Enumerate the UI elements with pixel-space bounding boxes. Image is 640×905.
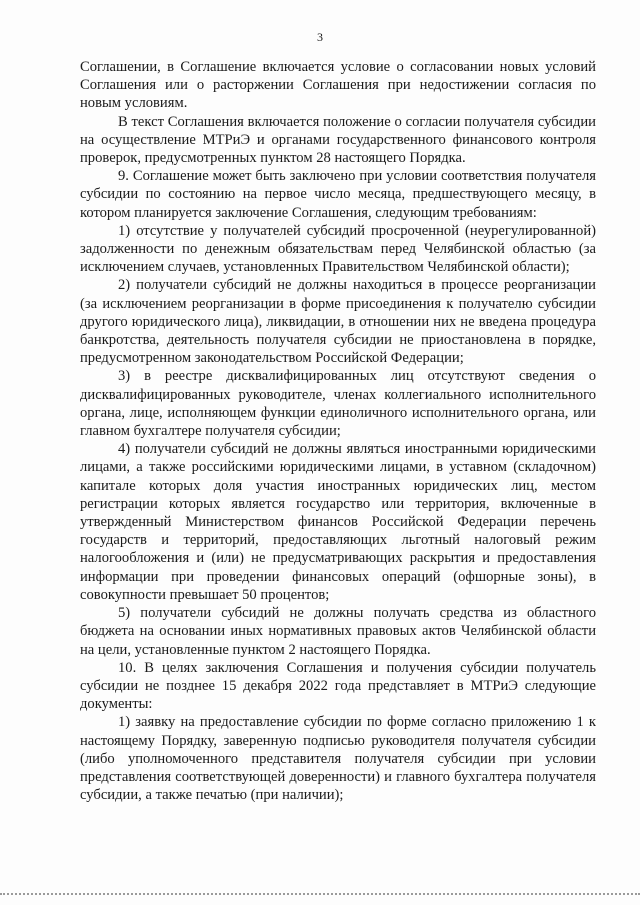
paragraph-item-9: 9. Соглашение может быть заключено при условии соответствия получателя субсидии по состоянию на первое число месяца, предшествующего месяцу, в котором планируется заключение Соглашения, следующим требованиям: (80, 168, 596, 221)
paragraph-item-9-2: 2) получатели субсидий не должны находиться в процессе реорганизации (за исключением реорганизации в форме присоединения к получателю субсидии другого юридического лица), ликвидации, в отношении них не введена процедура банкротства, деятельность получателя субсидии не приостановлена в порядке, предусмотренном законодательством Российской Федерации; (80, 277, 596, 367)
paragraph-item-10-1: 1) заявку на предоставление субсидии по форме согласно приложению 1 к настоящему Порядку, заверенную подписью руководителя получателя субсидии (либо уполномоченного представителя получателя субсидии при условии представления соответствующей доверенности) и главного бухгалтера получателя субсидии, а также печатью (при наличии); (80, 714, 596, 804)
paragraph-item-9-4: 4) получатели субсидий не должны являться иностранными юридическими лицами, а также российскими юридическими лицами, в уставном (складочном) капитале которых доля участия иностранных юридических лиц, местом регистрации которых является государство или территория, включенные в утвержденный Министерством финансов Российской Федерации перечень государств и территорий, предоставляющих льготный налоговый режим налогообложения и (или) не предусматривающих раскрытия и предоставления информации при проведении финансовых операций (офшорные зоны), в совокупности превышает 50 процентов; (80, 441, 596, 603)
paragraph-item-9-1: 1) отсутствие у получателей субсидий просроченной (неурегулированной) задолженности по денежным обязательствам перед Челябинской областью (за исключением случаев, установленных Правительством Челябинской области); (80, 222, 596, 276)
paragraph-item-9-5: 5) получатели субсидий не должны получать средства из областного бюджета на основании иных нормативных правовых актов Челябинской области на цели, установленные пунктом 2 настоящего Порядка. (80, 605, 596, 658)
scan-edge-rule (0, 893, 640, 895)
paragraph-consent-clause: В текст Соглашения включается положение о согласии получателя субсидии на осуществление МТРиЭ и органами государственного финансового контроля проверок, предусмотренных пунктом 28 настоящего Порядка. (80, 113, 596, 167)
page-number: 3 (317, 30, 323, 44)
paragraph-item-10: 10. В целях заключения Соглашения и получения субсидии получатель субсидии не позднее 15 декабря 2022 года представляет в МТРиЭ следующие документы: (80, 659, 596, 713)
document-body (80, 58, 596, 804)
paragraph-continuation: Соглашении, в Соглашение включается условие о согласовании новых условий Соглашения или о расторжении Соглашения при недостижении согласия по новым условиям. (80, 59, 596, 112)
paragraph-item-9-3: 3) в реестре дисквалифицированных лиц отсутствуют сведения о дисквалифицированных руководителе, членах коллегиального исполнительного органа, лице, исполняющем функции единоличного исполнительного органа, или главном бухгалтере получателя субсидии; (80, 368, 596, 440)
